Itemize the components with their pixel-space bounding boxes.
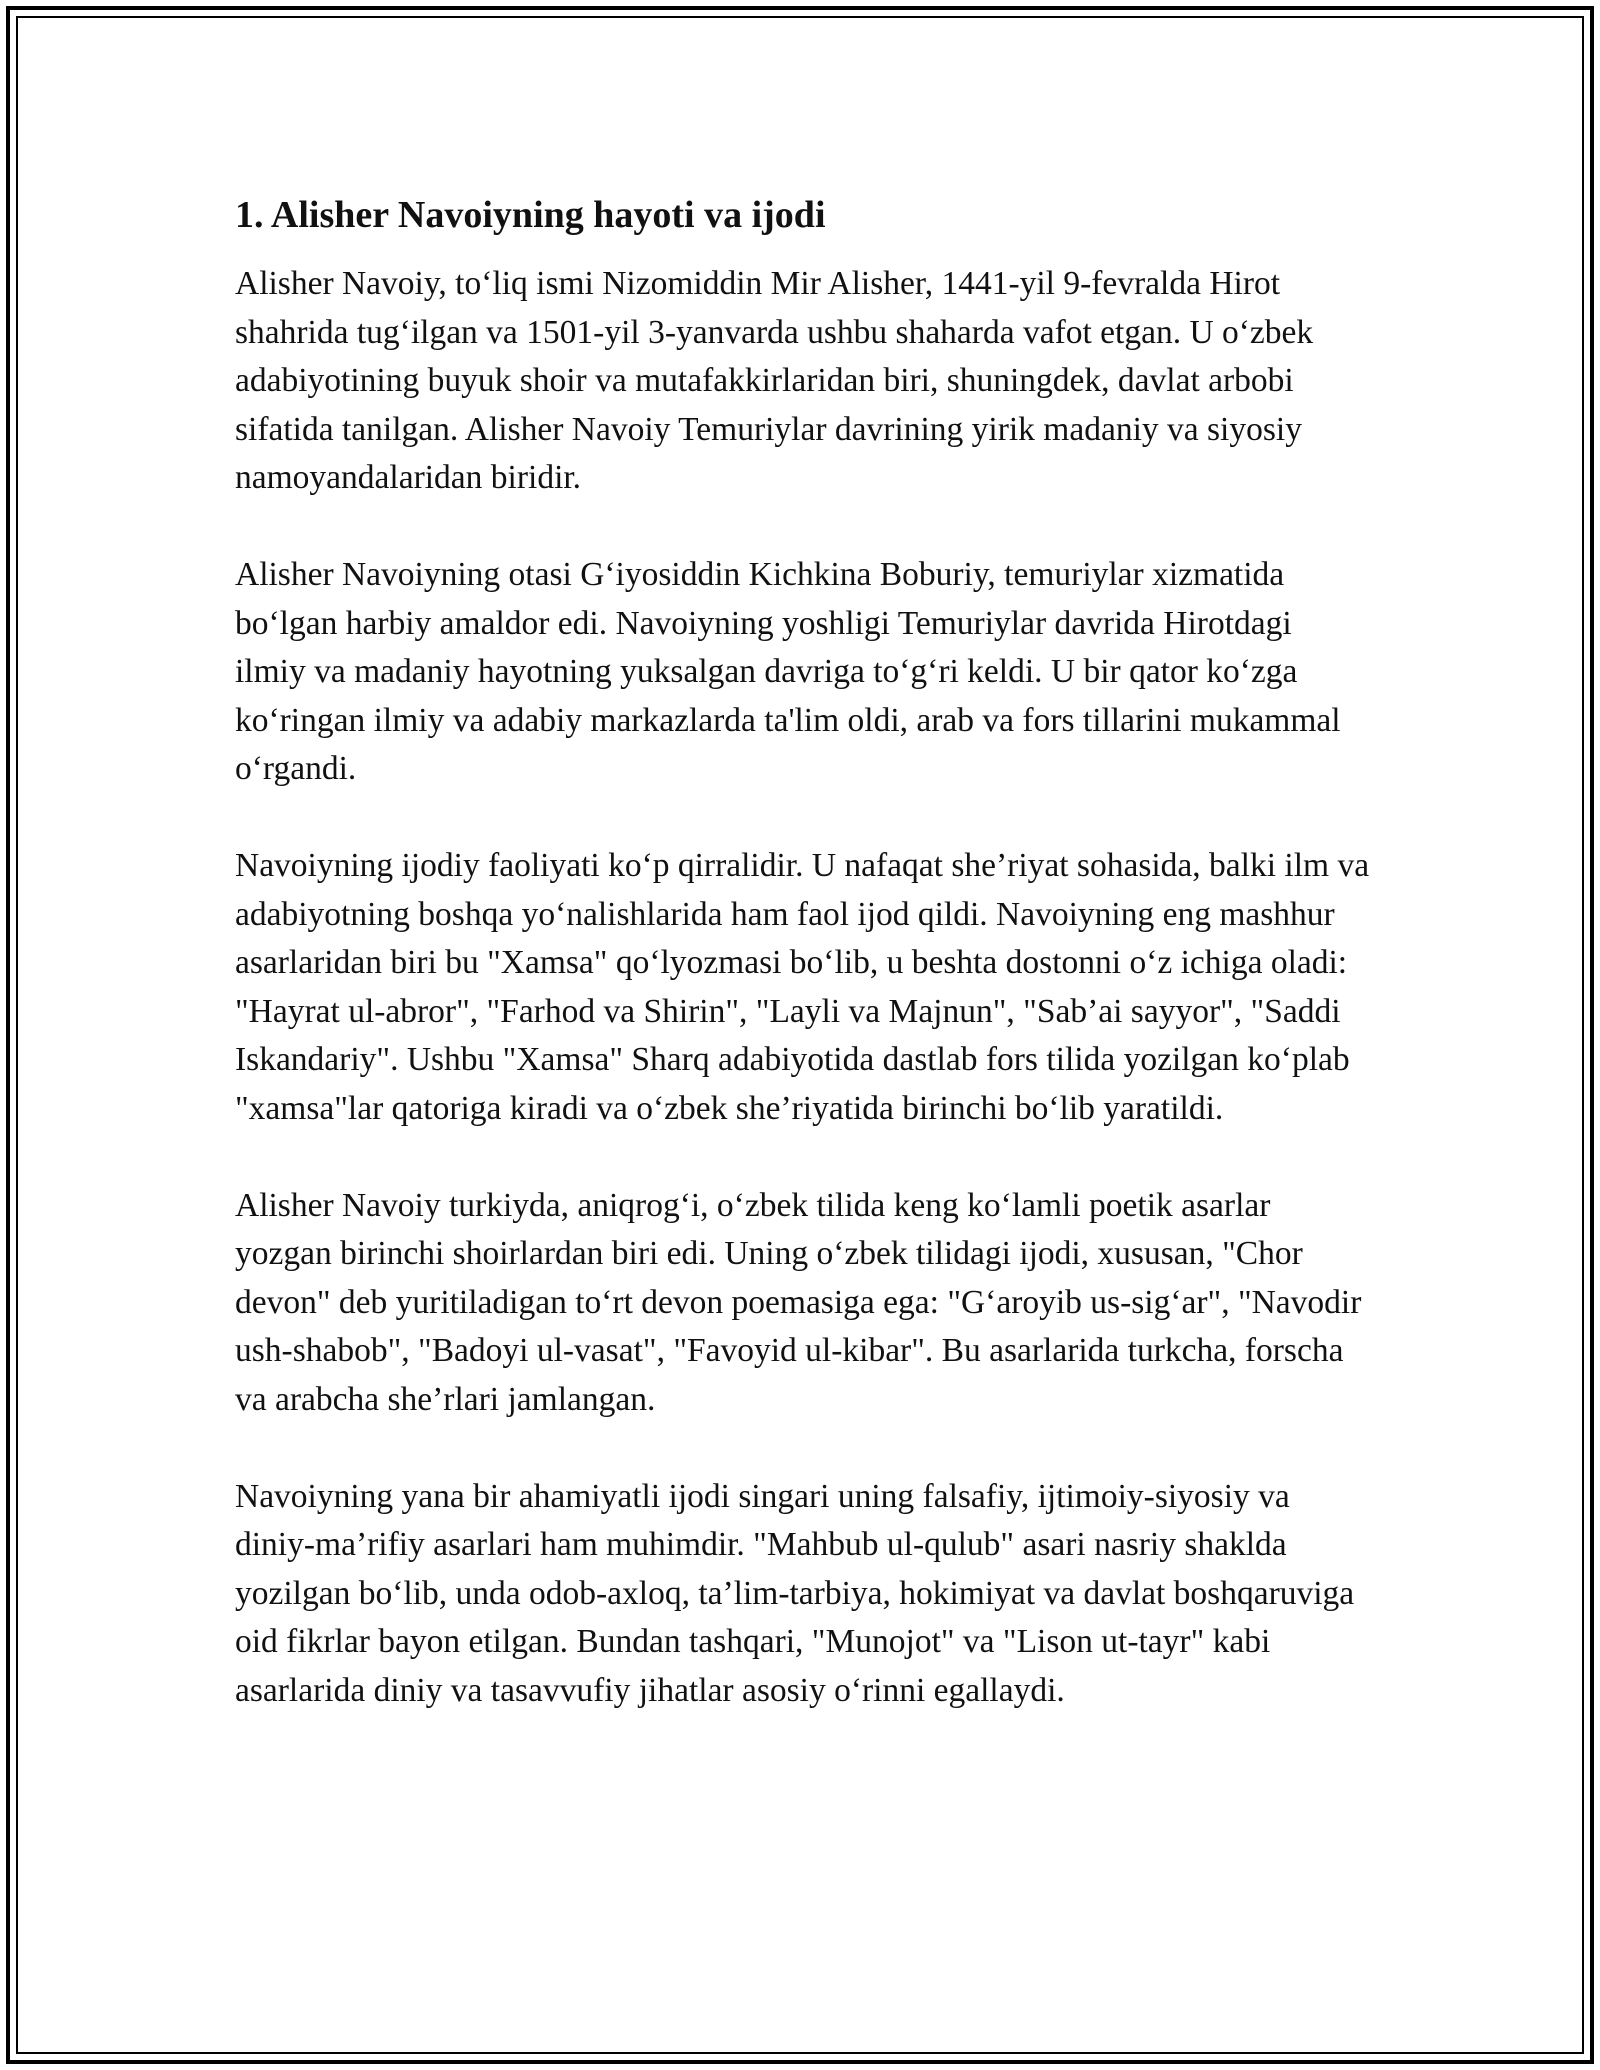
section-heading: 1. Alisher Navoiyning hayoti va ijodi bbox=[235, 194, 826, 236]
paragraph-chor-devon: Alisher Navoiy turkiyda, aniqrog‘i, o‘zbek tilida keng ko‘lamli poetik asarlar yozgan birinchi shoirlardan biri edi. Uning o‘zbek tilidagi ijodi, xususan, "Chor devon" deb yuritiladigan to‘rt devon poemasiga ega: "G‘aroyib us-sig‘ar", "Navodir ush-shabob", "Badoyi ul-vasat", "Favoyid ul-kibar". Bu asarlarida turkcha, forscha va arabcha she’rlari jamlangan. bbox=[235, 1186, 1362, 1418]
paragraph-family-education: Alisher Navoiyning otasi G‘iyosiddin Kichkina Boburiy, temuriylar xizmatida bo‘lgan harbiy amaldor edi. Navoiyning yoshligi Temuriylar davrida Hirotdagi ilmiy va madaniy hayotning yuksalgan davriga to‘g‘ri keldi. U bir qator ko‘zga ko‘ringan ilmiy va adabiy markazlarda ta'lim oldi, arab va fors tillarini mukammal o‘rgandi. bbox=[235, 556, 1341, 787]
document-body bbox=[235, 190, 1370, 1764]
paragraph-prose-works: Navoiyning yana bir ahamiyatli ijodi singari uning falsafiy, ijtimoiy-siyosiy va diniy-ma’rifiy asarlari ham muhimdir. "Mahbub ul-qulub" asari nasriy shaklda yozilgan bo‘lib, unda odob-axloq, ta’lim-tarbiya, hokimiyat va davlat boshqaruviga oid fikrlar bayon etilgan. Bundan tashqari, "Munojot" va "Lison ut-tayr" kabi asarlarida diniy va tasavvufiy jihatlar asosiy o‘rinni egallaydi. bbox=[235, 1477, 1355, 1709]
paragraph-biography: Alisher Navoiy, to‘liq ismi Nizomiddin Mir Alisher, 1441-yil 9-fevralda Hirot shahrida tug‘ilgan va 1501-yil 3-yanvarda ushbu shaharda vafot etgan. U o‘zbek adabiyotining buyuk shoir va mutafakkirlaridan biri, shuningdek, davlat arbobi sifatida tanilgan. Alisher Navoiy Temuriylar davrining yirik madaniy va siyosiy namoyandalaridan biridir. bbox=[235, 265, 1314, 496]
paragraph-xamsa: Navoiyning ijodiy faoliyati ko‘p qirralidir. U nafaqat she’riyat sohasida, balki ilm va adabiyotning boshqa yo‘nalishlarida ham faol ijod qildi. Navoiyning eng mashhur asarlaridan biri bu "Xamsa" qo‘lyozmasi bo‘lib, u beshta dostonni o‘z ichiga oladi: "Hayrat ul-abror", "Farhod va Shirin", "Layli va Majnun", "Sab’ai sayyor", "Saddi Iskandariy". Ushbu "Xamsa" Sharq adabiyotida dastlab fors tilida yozilgan ko‘plab "xamsa"lar qatoriga kiradi va o‘zbek she’riyatida birinchi bo‘lib yaratildi. bbox=[235, 847, 1370, 1127]
